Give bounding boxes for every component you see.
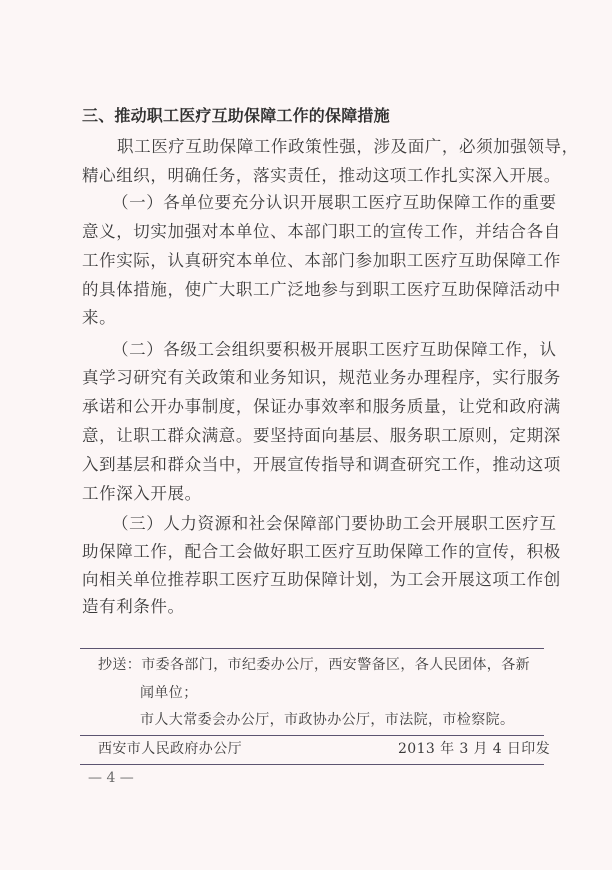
item1-line: 意义，切实加强对本单位、本部门职工的宣传工作，并结合各自: [82, 222, 561, 241]
item2-line: 真学习研究有关政策和业务知识，规范业务办理程序，实行服务: [82, 368, 561, 387]
item2-line: 入到基层和群众当中，开展宣传指导和调查研究工作，推动这项: [82, 455, 561, 474]
page-number: — 4 —: [88, 770, 134, 786]
issuer: 西安市人民政府办公厅: [98, 741, 242, 757]
item1-line: 工作实际，认真研究本单位、本部门参加职工医疗互助保障工作: [82, 251, 561, 270]
item1-line: （一）各单位要充分认识开展职工医疗互助保障工作的重要: [112, 193, 557, 212]
cc-line: 抄送：市委各部门，市纪委办公厅，西安警备区，各人民团体，各新: [98, 657, 530, 673]
item2-line: 工作深入开展。: [82, 484, 202, 503]
cc-line: 市人大常委会办公厅，市政协办公厅，市法院，市检察院。: [140, 712, 515, 728]
section-heading: 三、推动职工医疗互助保障工作的保障措施: [82, 106, 390, 125]
item3-line: 造有利条件。: [82, 597, 185, 616]
footer-bottom-rule: [80, 764, 544, 765]
item1-line: 来。: [82, 308, 117, 327]
footer-top-rule: [80, 648, 544, 649]
item3-line: 助保障工作，配合工会做好职工医疗互助保障工作的宣传，积极: [82, 542, 561, 561]
item3-line: （三）人力资源和社会保障部门要协助工会开展职工医疗互: [112, 514, 557, 533]
intro-line: 精心组织，明确任务，落实责任，推动这项工作扎实深入开展。: [82, 166, 561, 185]
cc-line: 闻单位；: [140, 685, 198, 701]
item2-line: 承诺和公开办事制度，保证办事效率和服务质量，让党和政府满: [82, 397, 561, 416]
item1-line: 的具体措施，使广大职工广泛地参与到职工医疗互助保障活动中: [82, 280, 561, 299]
item2-line: （二）各级工会组织要积极开展职工医疗互助保障工作，认: [112, 340, 557, 359]
item2-line: 意，让职工群众满意。要坚持面向基层、服务职工原则，定期深: [82, 426, 561, 445]
item3-line: 向相关单位推荐职工医疗互助保障计划，为工会开展这项工作创: [82, 570, 561, 589]
footer-middle-rule: [80, 735, 544, 736]
intro-line: 职工医疗互助保障工作政策性强，涉及面广，必须加强领导，: [117, 137, 579, 156]
issue-date: 2013 年 3 月 4 日印发: [398, 741, 551, 757]
